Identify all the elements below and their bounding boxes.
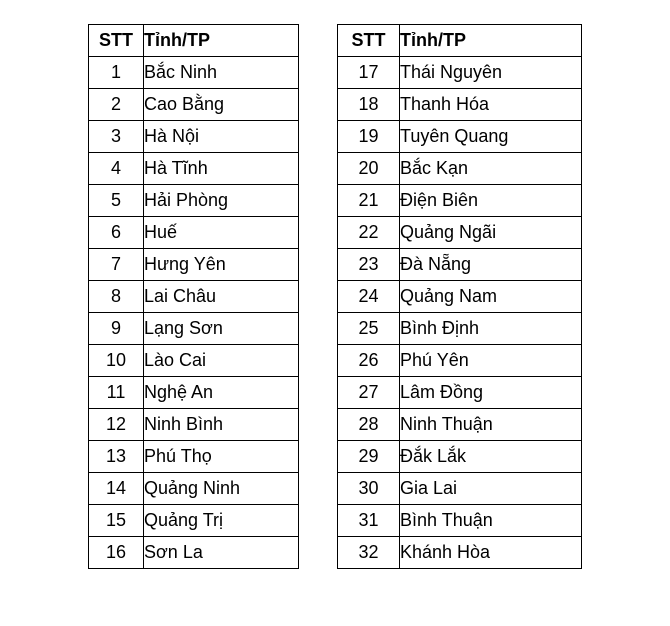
table-row [338,89,582,121]
province-name: Quảng Ngãi [400,217,582,249]
row-number: 17 [338,57,400,89]
row-number: 4 [89,153,144,185]
province-name: Sơn La [144,537,299,569]
header-stt: STT [89,25,144,57]
table-row [338,249,582,281]
table-row [89,441,299,473]
row-number: 19 [338,121,400,153]
table-row [89,217,299,249]
table-row [89,281,299,313]
province-name: Đà Nẵng [400,249,582,281]
table-row [89,313,299,345]
row-number: 26 [338,345,400,377]
province-name: Ninh Bình [144,409,299,441]
province-name: Đắk Lắk [400,441,582,473]
province-name: Hà Tĩnh [144,153,299,185]
province-name: Quảng Trị [144,505,299,537]
row-number: 1 [89,57,144,89]
header-row [89,25,299,57]
row-number: 12 [89,409,144,441]
row-number: 6 [89,217,144,249]
province-name: Phú Yên [400,345,582,377]
table-row [89,345,299,377]
row-number: 10 [89,345,144,377]
row-number: 30 [338,473,400,505]
row-number: 22 [338,217,400,249]
row-number: 7 [89,249,144,281]
province-name: Thái Nguyên [400,57,582,89]
row-number: 21 [338,185,400,217]
table-row [338,153,582,185]
table-row [338,121,582,153]
row-number: 31 [338,505,400,537]
province-name: Gia Lai [400,473,582,505]
row-number: 11 [89,377,144,409]
row-number: 2 [89,89,144,121]
province-table-right [337,24,582,569]
row-number: 28 [338,409,400,441]
header-province: Tỉnh/TP [400,25,582,57]
table-row [89,505,299,537]
province-name: Bắc Kạn [400,153,582,185]
header-stt: STT [338,25,400,57]
header-province: Tỉnh/TP [144,25,299,57]
table-body-left [89,57,299,569]
province-name: Cao Bằng [144,89,299,121]
row-number: 16 [89,537,144,569]
table-row [89,377,299,409]
province-name: Huế [144,217,299,249]
table-row [338,441,582,473]
table-row [89,185,299,217]
row-number: 23 [338,249,400,281]
table-row [338,409,582,441]
row-number: 3 [89,121,144,153]
table-row [338,345,582,377]
table-row [89,409,299,441]
province-name: Điện Biên [400,185,582,217]
province-name: Nghệ An [144,377,299,409]
row-number: 5 [89,185,144,217]
row-number: 18 [338,89,400,121]
header-row [338,25,582,57]
province-name: Lai Châu [144,281,299,313]
table-row [338,185,582,217]
row-number: 32 [338,537,400,569]
row-number: 27 [338,377,400,409]
table-row [338,57,582,89]
province-name: Quảng Nam [400,281,582,313]
province-name: Thanh Hóa [400,89,582,121]
table-row [338,217,582,249]
province-name: Hưng Yên [144,249,299,281]
province-name: Bắc Ninh [144,57,299,89]
row-number: 9 [89,313,144,345]
table-row [338,281,582,313]
row-number: 29 [338,441,400,473]
province-name: Khánh Hòa [400,537,582,569]
row-number: 8 [89,281,144,313]
table-row [338,505,582,537]
table-row [338,377,582,409]
province-name: Lâm Đồng [400,377,582,409]
table-row [89,89,299,121]
table-row [89,249,299,281]
province-table-left [88,24,299,569]
province-name: Bình Định [400,313,582,345]
row-number: 20 [338,153,400,185]
table-row [338,473,582,505]
table-row [338,313,582,345]
table-body-right [338,57,582,569]
province-name: Tuyên Quang [400,121,582,153]
province-name: Phú Thọ [144,441,299,473]
province-name: Lào Cai [144,345,299,377]
row-number: 14 [89,473,144,505]
table-row [89,153,299,185]
row-number: 13 [89,441,144,473]
row-number: 25 [338,313,400,345]
table-row [89,473,299,505]
row-number: 15 [89,505,144,537]
province-name: Bình Thuận [400,505,582,537]
province-name: Hải Phòng [144,185,299,217]
table-row [89,121,299,153]
table-row [89,537,299,569]
province-name: Hà Nội [144,121,299,153]
province-name: Quảng Ninh [144,473,299,505]
table-row [338,537,582,569]
province-name: Ninh Thuận [400,409,582,441]
province-name: Lạng Sơn [144,313,299,345]
row-number: 24 [338,281,400,313]
table-row [89,57,299,89]
